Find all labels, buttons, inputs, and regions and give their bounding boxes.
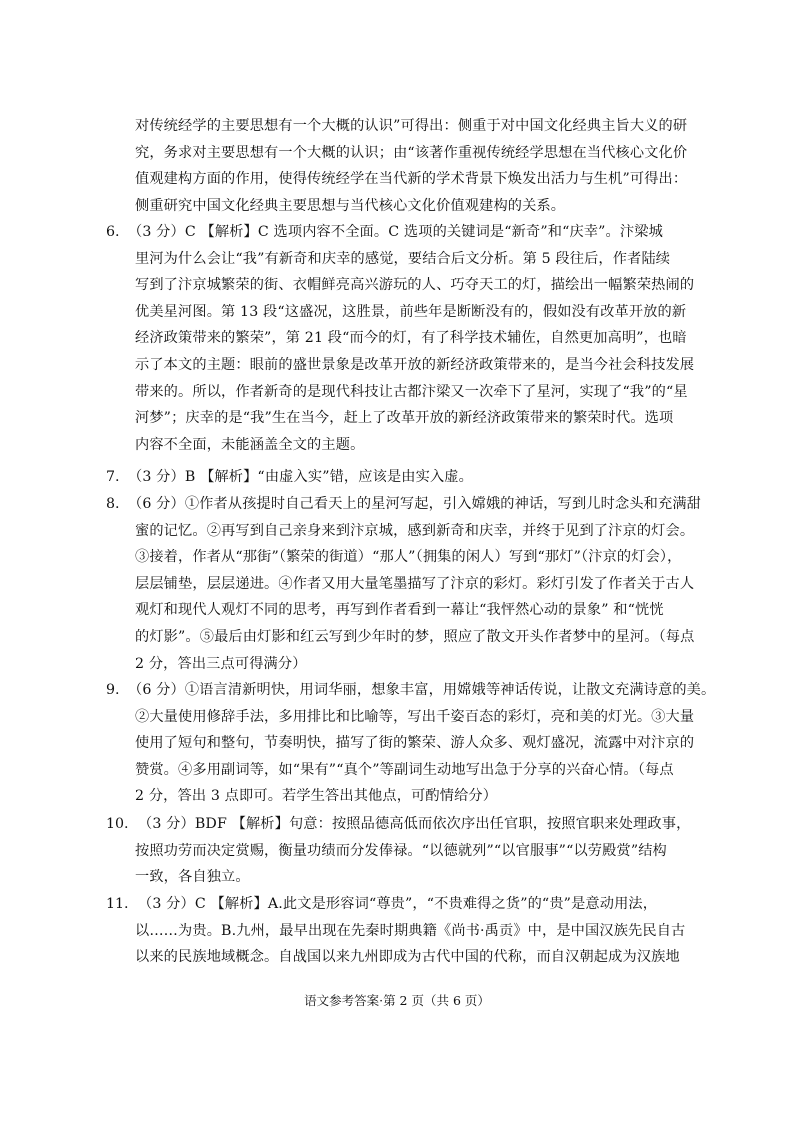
item-number: 8.	[106, 496, 120, 512]
text-line: 观灯和现代人观灯不同的思考，再写到作者看到一幕让“我怦然心动的景象” 和“恍恍	[135, 602, 664, 619]
text-line: （3 分）BDF 【解析】句意：按照品德高低而依次序出任官职，按照官职来处理政事，	[138, 816, 691, 832]
item-number: 11.	[106, 896, 129, 912]
text-line: 赞赏。④多用副词等，如“果有”“真个”等副词生动地写出急于分享的兴奋心情。（每点	[135, 761, 674, 778]
text-line: 2 分，答出 3 点即可。若学生答出其他点，可酌情给分）	[135, 788, 498, 805]
item-number: 7.	[106, 469, 120, 485]
text-line: 优美星河图。第 13 段“这盛况，这胜景，前些年是断断没有的，假如没有改革开放的新	[135, 303, 687, 320]
text-line: 一致，各自独立。	[135, 869, 250, 886]
text-line: 究，务求对主要思想有一个大概的认识；由“该著作重视传统经学思想在当代核心文化价	[135, 144, 688, 161]
text-line: 示了本文的主题：眼前的盛世景象是改革开放的新经济政策带来的，是当今社会科技发展	[135, 357, 695, 373]
text-line: 里河为什么会让“我”有新奇和庆幸的感觉，要结合后文分析。第 5 段往后，作者陆续	[135, 250, 671, 267]
text-line: ③接着，作者从“那街”（繁荣的街道）“那人”（拥集的闲人）写到“那灯”（汴京的灯会），	[135, 549, 682, 566]
text-line: 经济政策带来的繁荣”，第 21 段“而今的灯，有了科学技术辅佐，自然更加高明”，也暗	[135, 330, 687, 347]
text-line: 层层铺垫，层层递进。④作者又用大量笔墨描写了汴京的彩灯。彩灯引发了作者关于古人	[135, 575, 695, 592]
page-footer: 语文参考答案·第 2 页（共 6 页）	[304, 993, 490, 1008]
text-line: （3 分）B 【解析】“由虚入实”错，应该是由实入虚。	[128, 469, 473, 485]
text-line: 以来的民族地域概念。自战国以来九州即成为古代中国的代称，而自汉朝起成为汉族地	[135, 949, 680, 966]
text-line: （3 分）C 【解析】A.此文是形容词“尊贵”，“不贵难得之货”的“贵”是意动用法，	[138, 896, 658, 912]
text-line: 以……为贵。B.九州，最早出现在先秦时期典籍《尚书·禹贡》中，是中国汉族先民自古	[135, 922, 686, 939]
text-line: 值观建构方面的作用，使得传统经学在当代新的学术背景下焕发出活力与生机”可得出：	[135, 171, 688, 188]
text-line: 的灯影”。⑤最后由灯影和红云写到少年时的梦，照应了散文开头作者梦中的星河。（每点	[135, 629, 695, 645]
text-line: 使用了短句和整句，节奏明快，描写了街的繁荣、游人众多、观灯盛况，流露中对汴京的	[135, 735, 695, 752]
text-line: 河梦”；庆幸的是“我”生在当今，赶上了改革开放的新经济政策带来的繁荣时代。选项	[135, 410, 674, 427]
text-line: 蜜的记忆。②再写到自己亲身来到汴京城，感到新奇和庆幸，并终于见到了汴京的灯会。	[135, 522, 695, 539]
text-line: 内容不全面，未能涵盖全文的主题。	[135, 436, 365, 453]
text-line: 带来的。所以，作者新奇的是现代科技让古都汴梁又一次牵下了星河，实现了“我”的“星	[135, 383, 688, 400]
text-line: 侧重研究中国文化经典主要思想与当代核心文化价值观建构的关系。	[135, 197, 566, 214]
text-line: ②大量使用修辞手法，多用排比和比喻等，写出千姿百态的彩灯，亮和美的灯光。③大量	[135, 708, 695, 725]
item-number: 9.	[106, 682, 120, 698]
item-number: 6.	[106, 224, 120, 240]
text-line: 按照功劳而决定赏赐，衡量功绩而分发俸禄。“以德就列”“以官服事”“以劳殿赏”结构	[135, 842, 667, 859]
text-line: 对传统经学的主要思想有一个大概的认识”可得出：侧重于对中国文化经典主旨大义的研	[135, 118, 688, 134]
text-line: （3 分）C 【解析】C 选项内容不全面。C 选项的关键词是“新奇”和“庆幸”。汴梁城	[128, 224, 663, 240]
text-line: 写到了汴京城繁荣的街、衣帽鲜亮高兴游玩的人、巧夺天工的灯，描绘出一幅繁荣热闹的	[135, 277, 695, 294]
item-number: 10.	[106, 816, 129, 832]
text-line: （6 分）①语言清新明快，用词华丽，想象丰富，用嫦娥等神话传说，让散文充满诗意的美。	[128, 682, 716, 698]
text-line: 2 分，答出三点可得满分）	[135, 655, 307, 672]
text-line: （6 分）①作者从孩提时自己看天上的星河写起，引入嫦娥的神话，写到儿时念头和充满甜	[128, 496, 702, 512]
